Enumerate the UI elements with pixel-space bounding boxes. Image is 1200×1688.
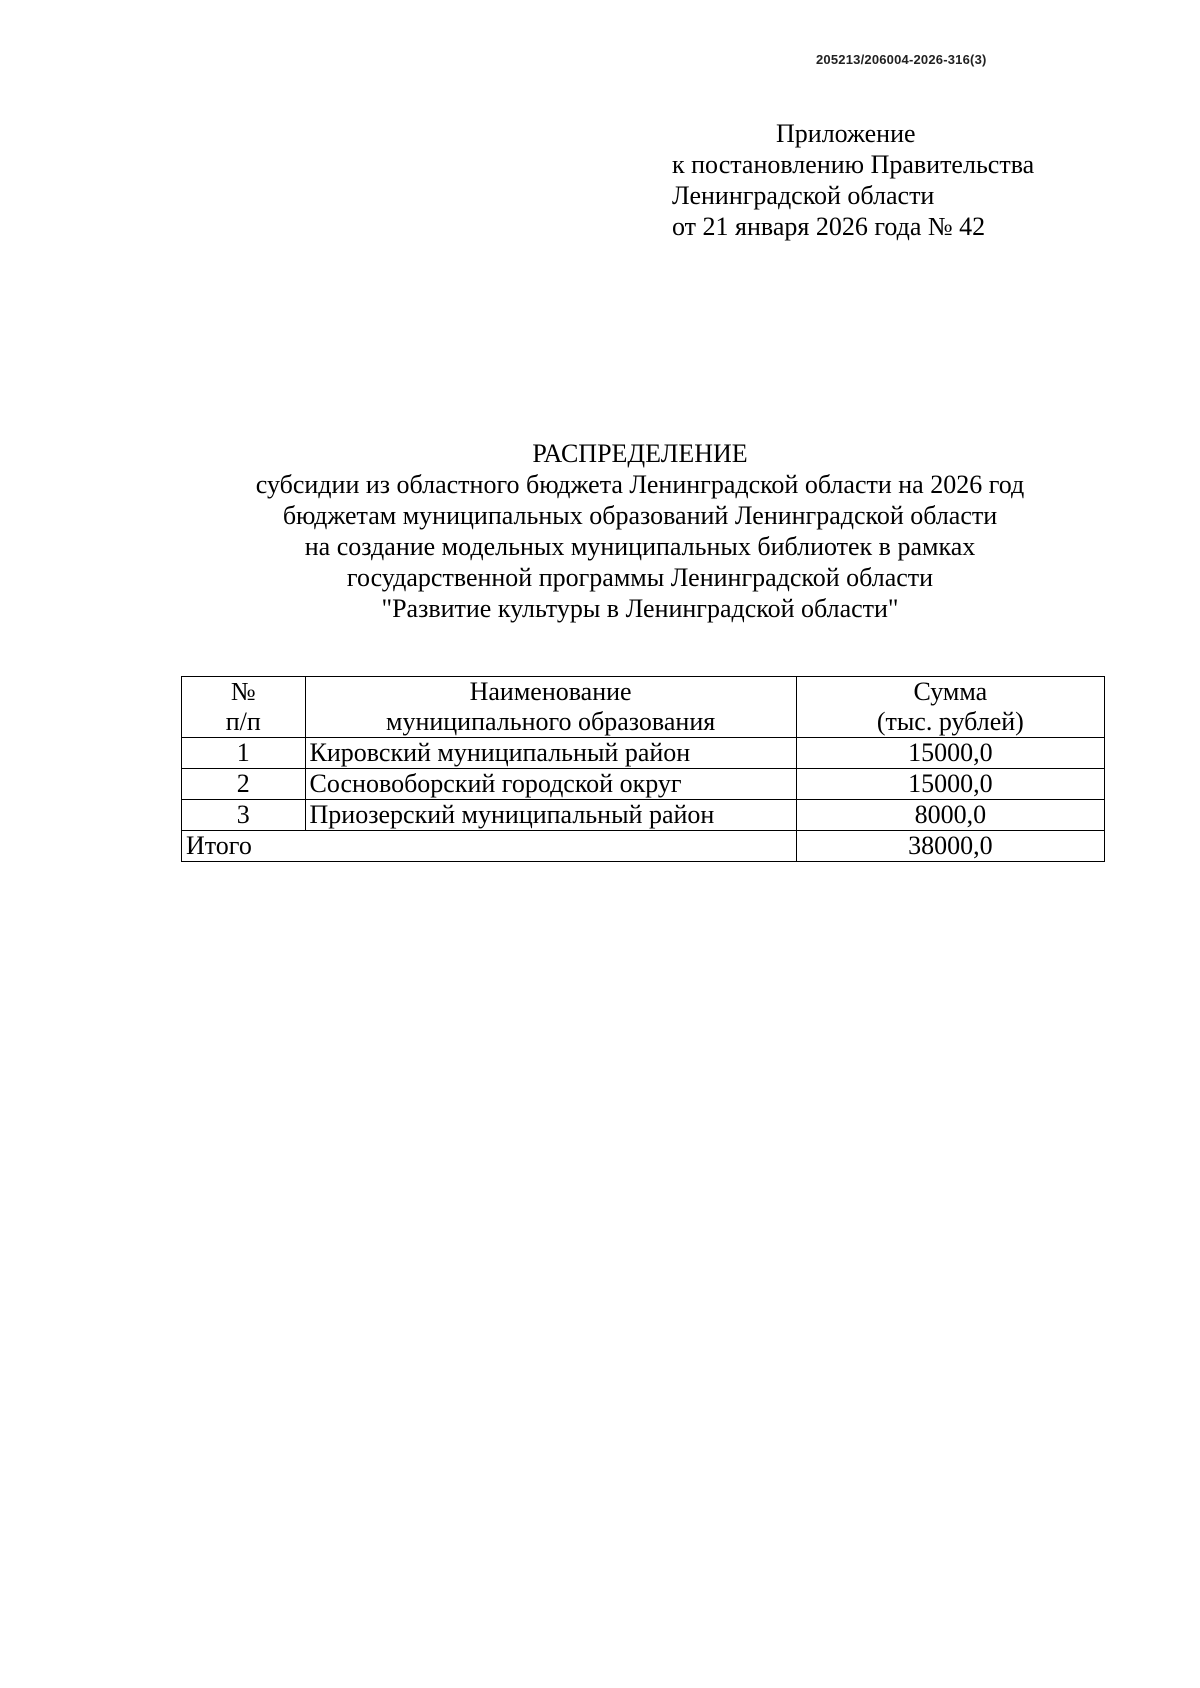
distribution-table — [181, 676, 1105, 862]
row-num: 1 — [182, 738, 306, 769]
row-sum: 15000,0 — [796, 738, 1104, 769]
document-title — [160, 438, 1120, 624]
row-name: Сосновоборский городской округ — [305, 769, 796, 800]
header-num — [182, 677, 306, 738]
table-row — [182, 800, 1105, 831]
header-sum — [796, 677, 1104, 738]
row-name: Приозерский муниципальный район — [305, 800, 796, 831]
table-row — [182, 738, 1105, 769]
header-sum-line: (тыс. рублей) — [876, 707, 1024, 736]
header-num-line: № — [230, 677, 256, 706]
title-heading: РАСПРЕДЕЛЕНИЕ — [532, 439, 748, 468]
title-line: государственной программы Ленинградской области — [346, 563, 934, 592]
table-row — [182, 769, 1105, 800]
total-sum: 38000,0 — [796, 831, 1104, 862]
row-sum: 8000,0 — [796, 800, 1104, 831]
row-name: Кировский муниципальный район — [305, 738, 796, 769]
title-line: на создание модельных муниципальных библиотек в рамках — [304, 532, 976, 561]
appendix-line: к постановлению Правительства — [672, 150, 1035, 179]
appendix-line: от 21 января 2026 года № 42 — [672, 212, 986, 241]
row-sum: 15000,0 — [796, 769, 1104, 800]
table-header-row — [182, 677, 1105, 738]
header-name — [305, 677, 796, 738]
header-sum-line: Сумма — [913, 677, 988, 706]
document-id: 205213/206004-2026-316(3) — [816, 52, 987, 67]
header-num-line: п/п — [225, 707, 261, 736]
header-name-line: муниципального образования — [385, 707, 716, 736]
table-total-row — [182, 831, 1105, 862]
row-num: 3 — [182, 800, 306, 831]
appendix-line: Ленинградской области — [672, 181, 935, 210]
title-line: бюджетам муниципальных образований Ленинградской области — [282, 501, 998, 530]
header-name-line: Наименование — [469, 677, 632, 706]
title-line: "Развитие культуры в Ленинградской области" — [381, 594, 899, 623]
appendix-block — [672, 118, 1112, 242]
total-label: Итого — [182, 831, 797, 862]
row-num: 2 — [182, 769, 306, 800]
appendix-line: Приложение — [776, 119, 916, 148]
title-line: субсидии из областного бюджета Ленинградской области на 2026 год — [255, 470, 1025, 499]
